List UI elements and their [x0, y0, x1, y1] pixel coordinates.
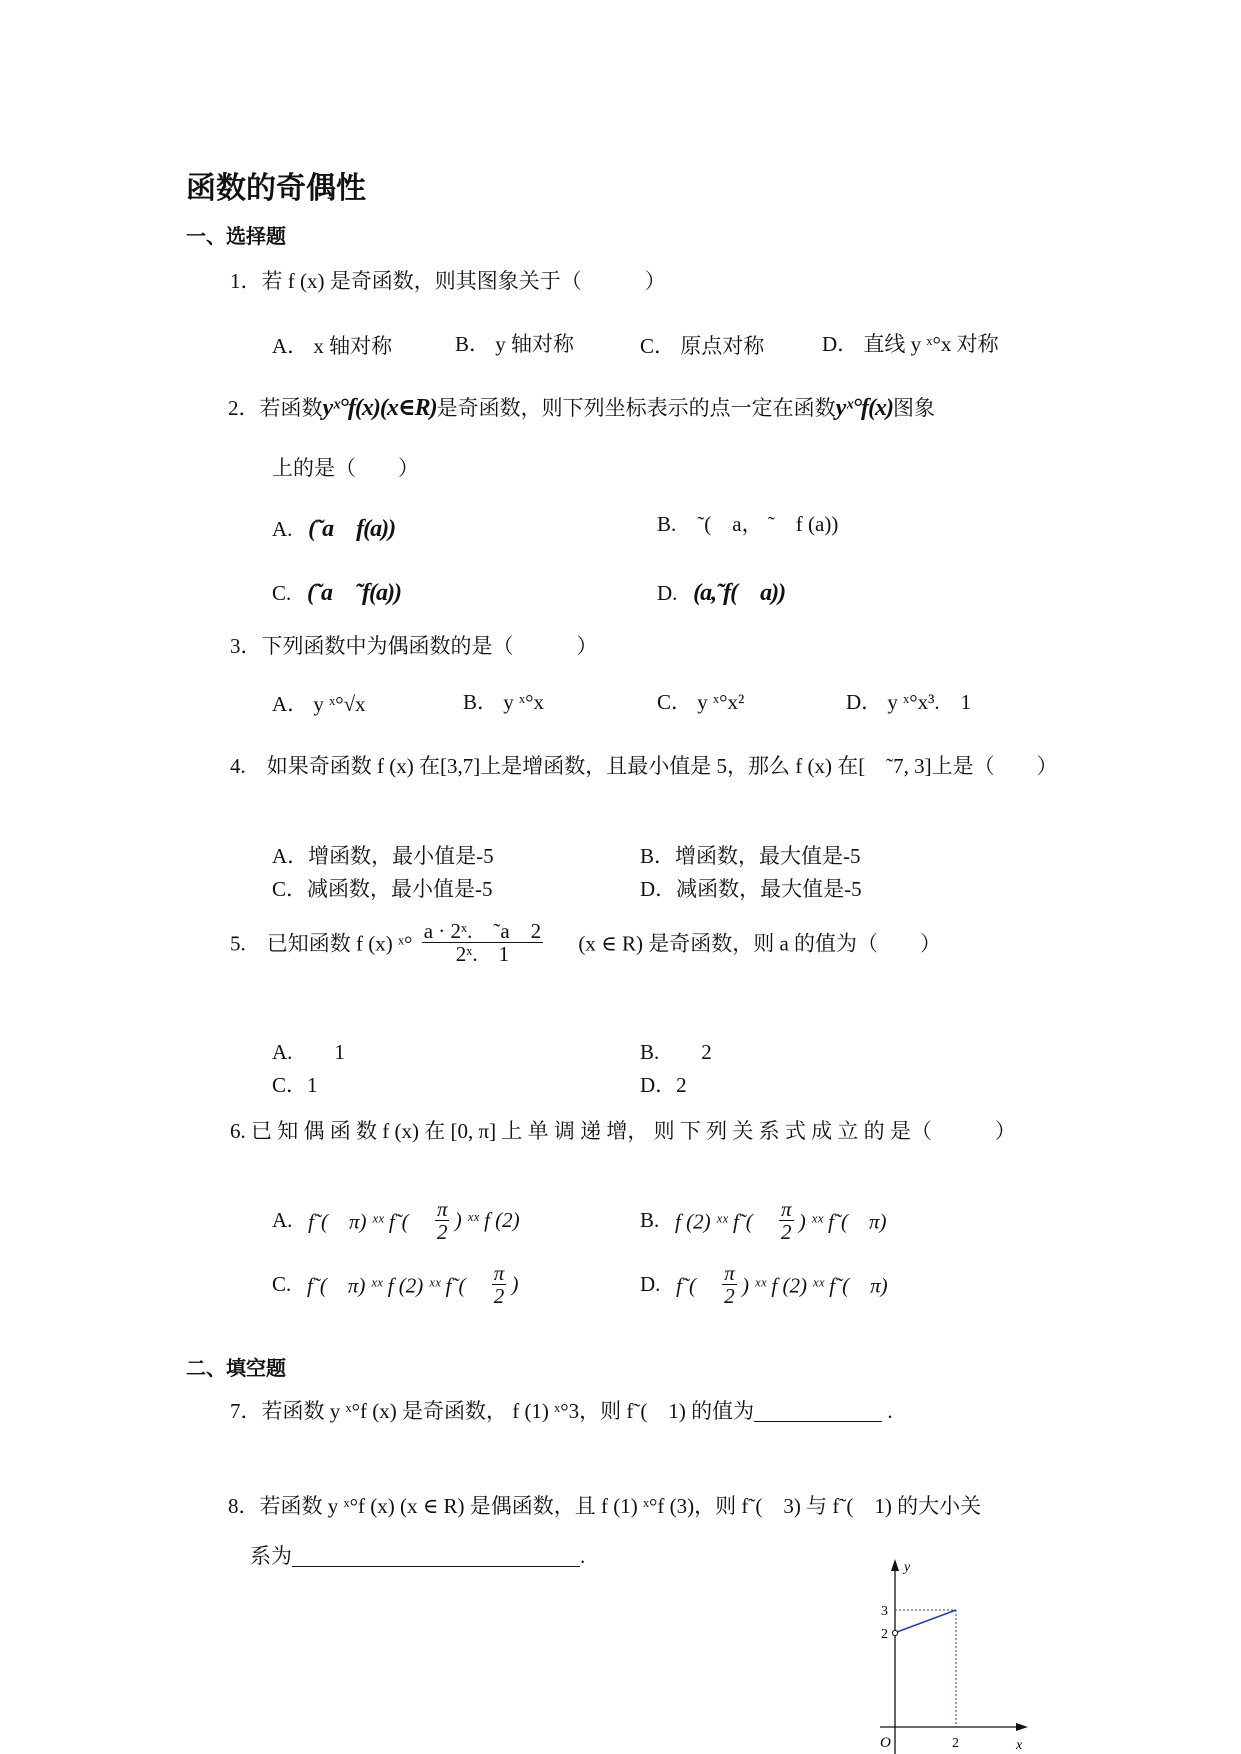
- y-axis-arrow: [891, 1559, 899, 1571]
- function-graph: [860, 1555, 1040, 1754]
- q1-option-d: D． 直线 y ˣ°x 对称: [822, 332, 999, 356]
- q5-denominator: 2ˣ. 1: [455, 942, 510, 967]
- y-axis-label: y: [904, 1560, 911, 1575]
- question-5: [230, 920, 941, 965]
- q7-answer-blank[interactable]: [754, 1399, 882, 1422]
- q2-option-a-expr: (˜a f(a)): [308, 516, 396, 542]
- q2-option-c-expr: (˜a ˜f(a)): [307, 580, 401, 606]
- question-2-line-2: 上的是（ ）: [272, 456, 419, 480]
- q4-option-a: A．增函数，最小值是-5: [272, 844, 494, 868]
- q6-option-c-tail: ): [511, 1272, 519, 1297]
- question-1: 1．若 f (x) 是奇函数，则其图象关于（ ）: [230, 269, 666, 293]
- q6-option-c-label: C.: [272, 1272, 292, 1297]
- q2-option-c: [272, 572, 401, 607]
- q2-expr-1: yˣ°f(x)(x∈R): [322, 395, 437, 421]
- two: 2: [724, 1284, 735, 1309]
- q6-option-b-tail: ) ˣˣ f˜( π): [798, 1209, 887, 1234]
- y-tick-3: 3: [881, 1604, 888, 1619]
- q6-option-b: [640, 1198, 886, 1243]
- q6-option-b-fraction: [779, 1198, 794, 1243]
- q6-option-c-expr: f˜( π) ˣˣ f (2) ˣˣ f˜(: [307, 1273, 487, 1298]
- two: 2: [436, 1220, 448, 1245]
- q5-numerator: a · 2ˣ. ˜a 2: [423, 919, 542, 943]
- q2-option-a: [272, 508, 395, 543]
- q5-option-c: C．1: [272, 1073, 318, 1097]
- q6-option-a: [272, 1198, 520, 1243]
- q1-option-b: B． y 轴对称: [455, 332, 575, 356]
- q2-prefix: 2．若函数: [228, 396, 323, 420]
- question-3: 3．下列函数中为偶函数的是（ ）: [230, 634, 598, 658]
- q7-text: 7．若函数 y ˣ°f (x) 是奇函数， f (1) ˣ°3，则 f˜( 1) 的值为: [230, 1399, 755, 1423]
- q6-option-d-fraction: [722, 1262, 737, 1307]
- q3-option-a: A． y ˣ°√x: [272, 692, 366, 716]
- x-axis-label: x: [1016, 1738, 1023, 1753]
- q8-answer-blank[interactable]: [292, 1544, 580, 1567]
- q4-option-c: C．减函数，最小值是-5: [272, 877, 493, 901]
- question-2: [228, 392, 935, 422]
- q5-prefix: 5. 已知函数 f (x) ˣ°: [230, 931, 413, 956]
- q2-option-a-label: A.: [272, 517, 293, 541]
- pi: π: [781, 1197, 792, 1221]
- q1-option-c: C． 原点对称: [640, 334, 765, 358]
- pi: π: [493, 1261, 505, 1285]
- q5-suffix: (x ∈ R) 是奇函数，则 a 的值为（ ）: [578, 931, 942, 956]
- q4-option-d: D．减函数，最大值是-5: [640, 877, 862, 901]
- q6-option-d-label: D.: [640, 1272, 661, 1297]
- q5-option-d: D．2: [640, 1073, 687, 1097]
- q2-option-d-expr: (a,˜f( a)): [693, 580, 786, 606]
- section-heading-fill: 二、填空题: [186, 1356, 286, 1380]
- q6-option-b-expr: f (2) ˣˣ f˜(: [675, 1209, 774, 1234]
- two: 2: [781, 1220, 792, 1245]
- q6-option-a-fraction: [435, 1198, 450, 1243]
- q2-option-b: B. ˜( a， ˜ f (a)): [657, 512, 839, 536]
- x-axis-arrow: [1016, 1723, 1028, 1731]
- pi: π: [436, 1197, 448, 1221]
- q3-option-b: B． y ˣ°x: [463, 690, 544, 714]
- section-heading-choice: 一、选择题: [186, 224, 286, 248]
- q2-mid: 是奇函数，则下列坐标表示的点一定在函数: [436, 396, 836, 420]
- q6-option-b-label: B.: [640, 1208, 660, 1233]
- q2-suffix: 图象: [893, 396, 936, 420]
- q6-option-a-tail: ) ˣˣ f (2): [454, 1208, 520, 1233]
- question-7: [230, 1395, 893, 1425]
- q6-option-d-expr: f˜(: [676, 1273, 717, 1298]
- q1-option-a: A． x 轴对称: [272, 334, 393, 358]
- origin-label: O: [880, 1735, 891, 1751]
- question-8: 8．若函数 y ˣ°f (x) (x ∈ R) 是偶函数，且 f (1) ˣ°f (3)，则 f˜( 3) 与 f˜( 1) 的大小关: [228, 1494, 982, 1518]
- q6-option-d: [640, 1262, 888, 1307]
- q2-option-d-label: D.: [657, 581, 678, 605]
- pi: π: [724, 1261, 735, 1285]
- q5-option-a: A. 1: [272, 1040, 345, 1064]
- q3-option-c: C． y ˣ°x²: [657, 690, 745, 714]
- q6-option-c: [272, 1262, 518, 1307]
- q7-period: .: [882, 1399, 893, 1423]
- question-8-line-2: [250, 1540, 585, 1570]
- q6-option-c-fraction: [492, 1262, 507, 1307]
- q6-option-a-expr: f˜( π) ˣˣ f˜(: [308, 1209, 430, 1234]
- x-tick-2: 2: [952, 1736, 959, 1751]
- q3-option-d: D． y ˣ°x³. 1: [846, 690, 972, 714]
- two: 2: [493, 1284, 505, 1309]
- open-endpoint: [892, 1630, 897, 1635]
- question-4: 4. 如果奇函数 f (x) 在[3,7]上是增函数，且最小值是 5，那么 f (x) 在[ ˜7, 3]上是（ ）: [230, 754, 1058, 778]
- page-title: 函数的奇偶性: [186, 171, 366, 206]
- q5-fraction: [422, 920, 543, 965]
- function-segment: [897, 1610, 956, 1632]
- q8-period: .: [580, 1544, 586, 1568]
- q2-option-c-label: C.: [272, 581, 292, 605]
- q5-option-b: B. 2: [640, 1040, 712, 1064]
- q8-line-2-prefix: 系为: [250, 1544, 292, 1568]
- q2-option-d: [657, 572, 785, 607]
- y-tick-2: 2: [881, 1627, 888, 1642]
- q6-option-a-label: A.: [272, 1208, 293, 1233]
- q6-option-d-tail: ) ˣˣ f (2) ˣˣ f˜( π): [742, 1273, 888, 1298]
- q2-expr-2: yˣ°f(x): [835, 395, 894, 421]
- question-6: 6. 已 知 偶 函 数 f (x) 在 [0, π] 上 单 调 递 增， 则 下 列 关 系 式 成 立 的 是（ ）: [230, 1119, 1016, 1143]
- q4-option-b: B．增函数，最大值是-5: [640, 844, 861, 868]
